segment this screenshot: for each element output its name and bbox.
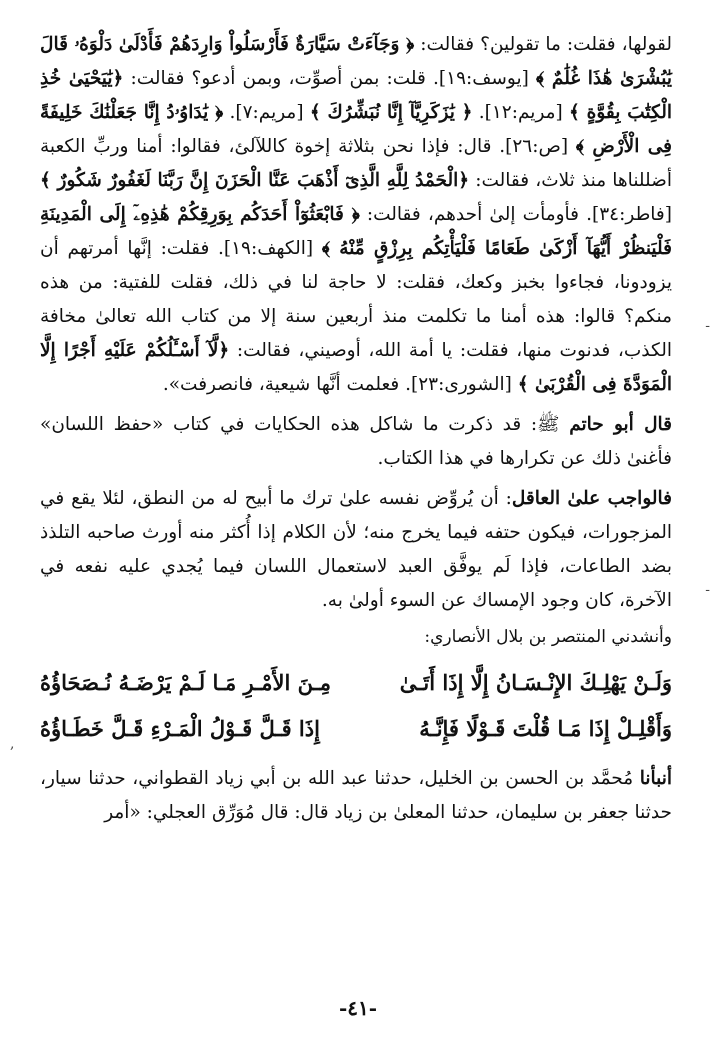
paragraph-lead: قال أبو حاتم [569, 414, 672, 435]
hemistich-second: مِـنَ الأَمْـرِ مَـا لَـمْ يَرْضَـهُ نُـصَحَاؤُهُ [40, 670, 332, 695]
page-number: -٤١- [338, 996, 378, 1020]
paragraph-lead: فالواجب علىٰ العاقل [511, 488, 672, 509]
margin-tick: - [705, 318, 710, 334]
quran-verse: ﴿ يَٰزَكَرِيَّآ إِنَّا نُبَشِّرُكَ ﴾ [309, 102, 473, 123]
quran-verse: ﴿ يَٰدَاوُۥدُ إِنَّا جَعَلْنَٰكَ خَلِيفَةً فِى الْأَرْضِ ﴾ [40, 102, 672, 157]
quran-verse: ﴿ فَابْعَثُوٓاْ أَحَدَكُم بِوَرِقِكُمْ هَٰذِهِۦٓ إِلَى الْمَدِينَةِ فَلْيَنظُرْ أَيُّهَآ أَزْكَىٰ طَعَامًا فَلْيَأْتِكُم بِرِزْقٍ مِّنْهُ ﴾ [40, 204, 672, 259]
quran-verse: ﴿ وَجَآءَتْ سَيَّارَةٌ فَأَرْسَلُواْ وَارِدَهُمْ فَأَدْلَىٰ دَلْوَهُۥ قَالَ يَٰبُشْرَىٰ هَٰذَا غُلَٰمٌ ﴾ [40, 34, 672, 89]
paragraph-abu-hatim: قال أبو حاتم ﷺ: قد ذكرت ما شاكل هذه الحكايات في كتاب «حفظ اللسان» فأغنىٰ ذلك عن تكرارها في هذا الكتاب. [40, 414, 672, 469]
poem-intro: وأنشدني المنتصر بن بلال الأنصاري: [424, 627, 672, 647]
hemistich-first: وَأَقْلِـلْ إِذَا مَـا قُلْتَ قَـوْلًا فَإِنَّـهُ [419, 716, 672, 741]
body-text-continued [40, 762, 672, 830]
hemistich-first: وَلَـنْ يَهْلِـكَ الإِنْـسَـانُ إِلَّا إِذَا أَتَـىٰ [399, 670, 672, 695]
paragraph-isnad: أنبأنا مُحمَّد بن الحسن بن الخليل، حدثنا عبد الله بن أبي زياد القطواني، حدثنا سيار، حدثنا جعفر بن سليمان، حدثنا المعلىٰ بن زياد قال: قال مُوَرِّق العجلي: «أمر [40, 768, 672, 823]
quran-verse: ﴿لَّآ أَسْـَٔلُكُمْ عَلَيْهِ أَجْرًا إِلَّا الْمَوَدَّةَ فِى الْقُرْبَىٰ ﴾ [40, 340, 672, 395]
paragraph-wajib: فالواجب علىٰ العاقل: أن يُروِّض نفسه علىٰ ترك ما أبيح له من النطق، لئلا يقع في المزجورات، فيكون حتفه فيما يخرج منه؛ لأن الكلام إذا أُكثر منه أورث صاحبه التلذذ بضد الطاعات، فإذا لَم يوفَّق العبد لاستعمال اللسان فيما يُجدي عليه نفعه في الآخرة، كان وجود الإمساك عن السوء أولىٰ به. [40, 488, 672, 611]
poem-verse [40, 706, 672, 752]
margin-tick: , [10, 736, 15, 752]
quran-verse: ﴿الْحَمْدُ لِلَّهِ الَّذِىٓ أَذْهَبَ عَنَّا الْحَزَنَ إِنَّ رَبَّنَا لَغَفُورٌ شَكُورٌ ﴾ [40, 170, 470, 191]
body-text [40, 28, 672, 654]
poem [40, 660, 672, 752]
poem-verse [40, 660, 672, 706]
paragraph-story: لقولها، فقلت: ما تقولين؟ فقالت: ﴿ وَجَآءَتْ سَيَّارَةٌ فَأَرْسَلُواْ وَارِدَهُمْ فَأَدْلَىٰ دَلْوَهُۥ قَالَ يَٰبُشْرَىٰ هَٰذَا غُلَٰمٌ ﴾ [يوسف:١٩]. قلت: بمن أصوِّت، وبمن أدعو؟ فقالت: ﴿يَٰيَحْيَىٰ خُذِ الْكِتَٰبَ بِقُوَّةٍ ﴾ [مريم:١٢]. ﴿ يَٰزَكَرِيَّآ إِنَّا نُبَشِّرُكَ ﴾ [مريم:٧]. ﴿ يَٰدَاوُۥدُ إِنَّا جَعَلْنَٰكَ خَلِيفَةً فِى الْأَرْضِ ﴾ [ص:٢٦]. قال: فإذا نحن بثلاثة إخوة كاللآلئ، فقالوا: أمنا وربِّ الكعبة أضللناها منذ ثلاث، فقالت: ﴿الْحَمْدُ لِلَّهِ الَّذِىٓ أَذْهَبَ عَنَّا الْحَزَنَ إِنَّ رَبَّنَا لَغَفُورٌ شَكُورٌ ﴾ [فاطر:٣٤]. فأومأت إلىٰ أحدهم، فقالت: ﴿ فَابْعَثُوٓاْ أَحَدَكُم بِوَرِقِكُمْ هَٰذِهِۦٓ إِلَى الْمَدِينَةِ فَلْيَنظُرْ أَيُّهَآ أَزْكَىٰ طَعَامًا فَلْيَأْتِكُم بِرِزْقٍ مِّنْهُ ﴾ [الكهف:١٩]. فقلت: إنَّها أمرتهم أن يزودونا، فجاءوا بخبز وكعك، فقلت: لا حاجة لنا في ذلك، فقلت للفتية: من هذه منكم؟ قالوا: هذه أمنا ما تكلمت منذ أربعين سنة إلا من كتاب الله تعالىٰ مخافة الكذب، فدنوت منها، فقلت: يا أمة الله، أوصيني، فقالت: ﴿لَّآ أَسْـَٔلُكُمْ عَلَيْهِ أَجْرًا إِلَّا الْمَوَدَّةَ فِى الْقُرْبَىٰ ﴾ [الشورى:٢٣]. فعلمت أنَّها شيعية، فانصرفت». [40, 34, 673, 395]
hemistich-second: إِذَا قَـلَّ قَـوْلُ الْمَـرْءِ قَـلَّ خَطَـاؤُهُ [40, 716, 320, 741]
margin-tick: - [705, 582, 710, 598]
paragraph-lead: أنبأنا [639, 768, 672, 789]
quran-verse: ﴿يَٰيَحْيَىٰ خُذِ الْكِتَٰبَ بِقُوَّةٍ ﴾ [40, 68, 672, 123]
